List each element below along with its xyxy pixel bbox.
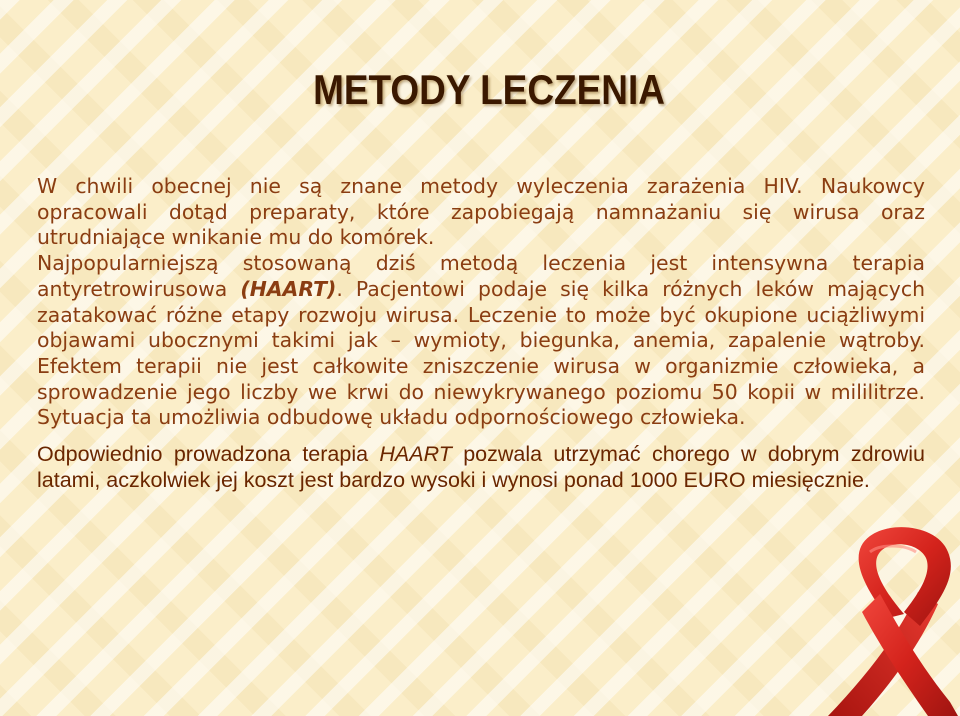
paragraph-conclusion [37, 441, 925, 493]
red-ribbon-icon [800, 522, 958, 716]
paragraph-conclusion-post: pozwala utrzymać chorego w dobrym zdrowiu latami, aczkolwiek jej koszt jest bardzo wysoki i wynosi ponad 1000 EURO miesięcznie. [37, 442, 925, 493]
paragraph-intro-text: W chwili obecnej nie są znane metody wyleczenia zarażenia HIV. Naukowcy opracowali dotąd preparaty, które zapobiegają namnażaniu się wirusa oraz utrudniające wnikanie mu do komórek. [37, 174, 925, 250]
haart-term: HAART [379, 442, 452, 467]
paragraph-conclusion-pre: Odpowiednio prowadzona terapia [37, 442, 380, 467]
paragraph-haart-description [37, 251, 925, 431]
slide-body [37, 174, 925, 493]
paragraph-intro [37, 174, 925, 251]
paragraph-haart-post: . Pacjentowi podaje się kilka różnych leków mających zaatakować różne etapy rozwoju wirusa. Leczenie to może być okupione uciążliwymi objawami ubocznymi takimi jak – wymioty, biegunka, anemia, zapalenie wątroby. Efektem terapii nie jest całkowite zniszczenie wirusa w organizmie człowieka, a sprowadzenie jego liczby we krwi do niewykrywanego poziomu 50 kopii w mililitrze. Sytuacja ta umożliwia odbudowę układu odpornościowego człowieka. [37, 276, 925, 430]
haart-acronym: (HAART) [240, 276, 337, 301]
paragraph-haart-pre: Najpopularniejszą stosowaną dziś metodą leczenia jest intensywna terapia antyretrowirusowa [37, 251, 925, 301]
slide-title: METODY LECZENIA [313, 66, 665, 113]
